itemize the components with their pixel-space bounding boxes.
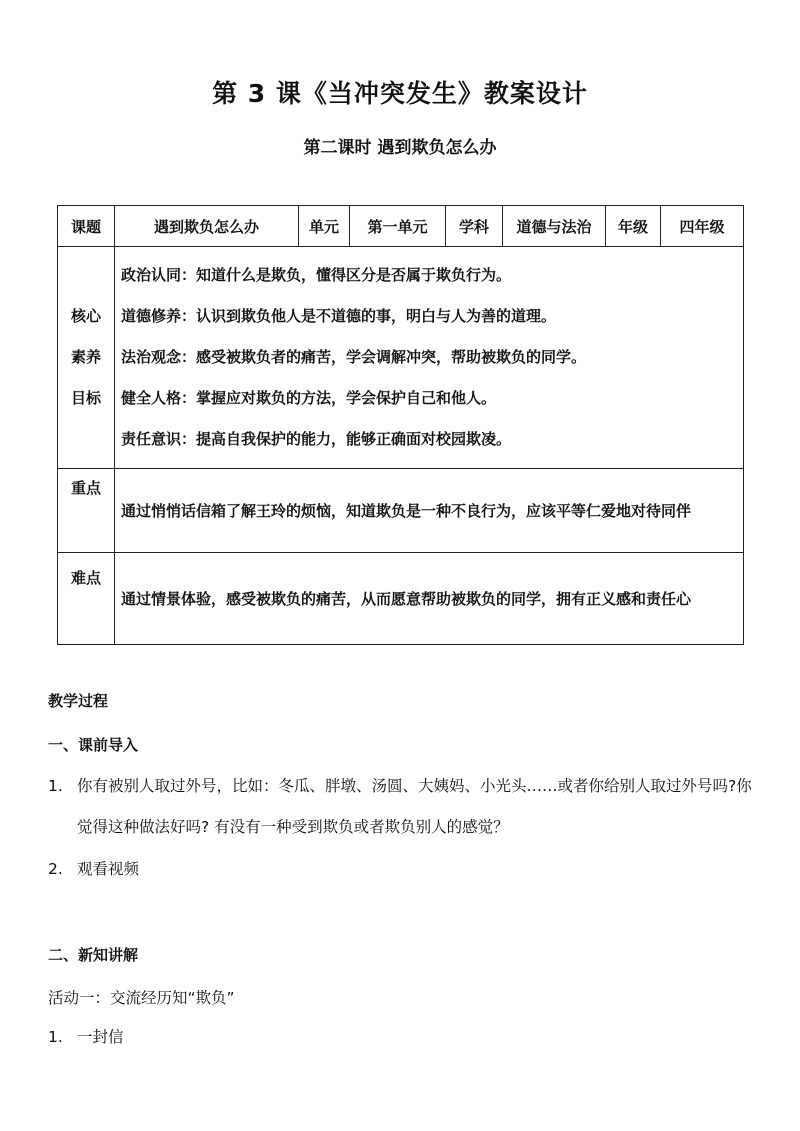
subject-value: 道德与法治 [503,206,606,247]
lesson-info-table [57,205,744,645]
list-number: 1. [48,777,63,795]
section2-heading: 二、新知讲解 [48,946,139,964]
goals-row [58,247,744,469]
unit-value: 第一单元 [350,206,446,247]
list-item [48,849,758,890]
goals-label-line: 目标 [70,389,101,407]
goal-item: 法治观念：感受被欺负者的痛苦，学会调解冲突，帮助被欺负的同学。 [121,348,587,366]
list-text: 一封信 [77,1028,124,1046]
document-title: 第 3 课《当冲突发生》教案设计 [212,79,588,108]
goals-content [115,247,744,469]
goal-item: 政治认同：知道什么是欺负，懂得区分是否属于欺负行为。 [121,266,512,284]
topic-label: 课题 [58,206,115,247]
activity-heading: 活动一：交流经历知“欺负” [48,989,235,1007]
difficulty-text: 通过情景体验，感受被欺负的痛苦，从而愿意帮助被欺负的同学，拥有正义感和责任心 [115,553,744,645]
section1-heading: 一、课前导入 [48,736,139,754]
goals-label-line: 核心 [70,307,101,325]
process-heading: 教学过程 [48,692,109,710]
goal-item: 健全人格：掌握应对欺负的方法，学会保护自己和他人。 [121,389,497,407]
list-number: 1. [48,1028,63,1046]
list-item [48,1017,758,1058]
grade-value: 四年级 [661,206,744,247]
list-text: 观看视频 [77,860,140,878]
difficulty-label: 难点 [58,553,115,645]
table-header-row [58,206,744,247]
list-number: 2. [48,860,63,878]
key-point-text: 通过悄悄话信箱了解王玲的烦恼，知道欺负是一种不良行为，应该平等仁爱地对待同伴 [115,469,744,553]
goal-item: 道德修养：认识到欺负他人是不道德的事，明白与人为善的道理。 [121,307,557,325]
document-subtitle: 第二课时 遇到欺负怎么办 [303,138,497,158]
grade-label: 年级 [606,206,661,247]
key-point-row [58,469,744,553]
list-text: 你有被别人取过外号，比如：冬瓜、胖墩、汤圆、大姨妈、小光头……或者你给别人取过外号吗?你觉得这种做法好吗? 有没有一种受到欺负或者欺负别人的感觉？ [77,777,752,836]
goals-label-line: 素养 [70,348,101,366]
list-item [48,766,758,848]
unit-label: 单元 [299,206,350,247]
topic-value: 遇到欺负怎么办 [115,206,299,247]
goals-label [58,247,115,469]
difficulty-row [58,553,744,645]
goal-item: 责任意识：提高自我保护的能力，能够正确面对校园欺凌。 [121,430,512,448]
subject-label: 学科 [446,206,503,247]
key-point-label: 重点 [58,469,115,553]
